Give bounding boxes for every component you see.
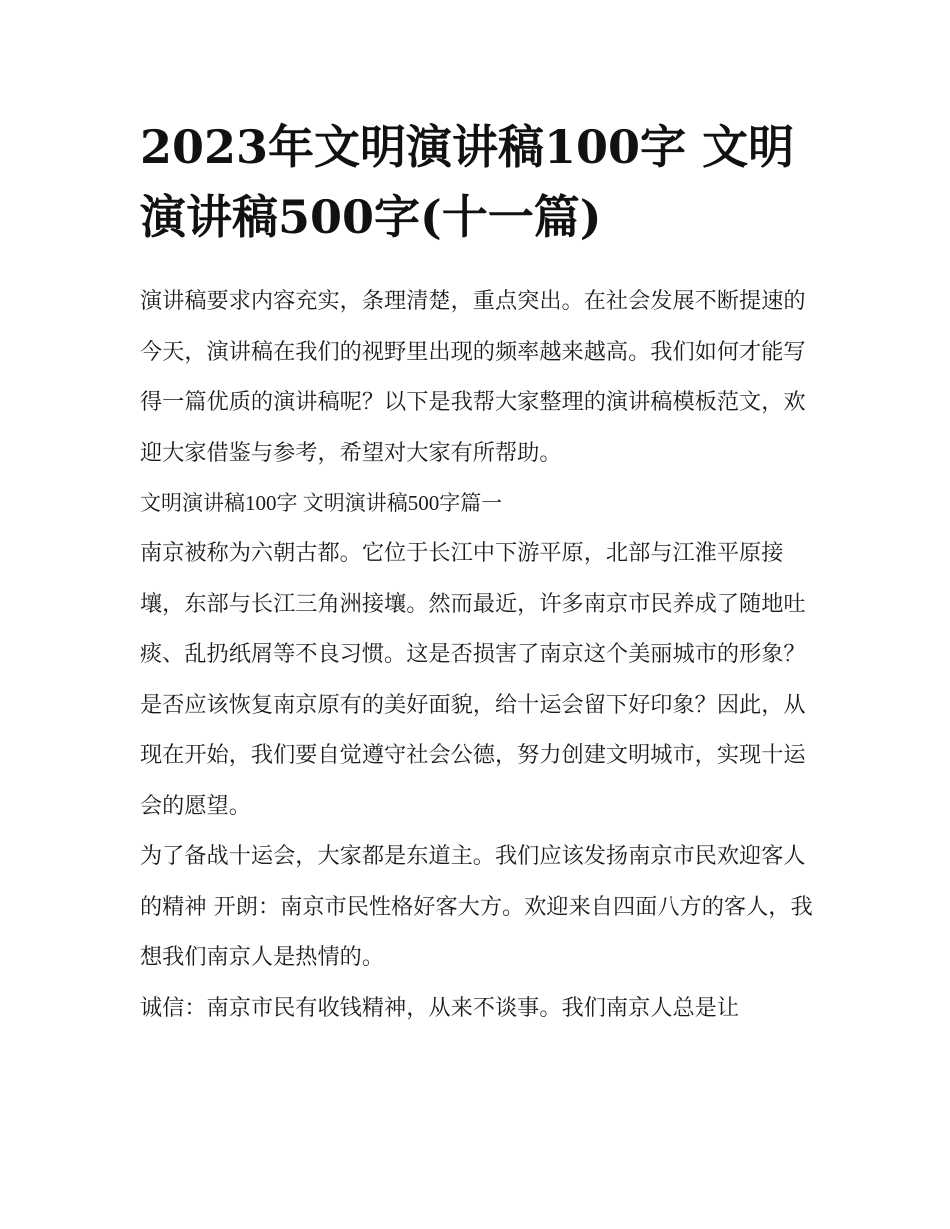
section-heading: 文明演讲稿100字 文明演讲稿500字篇一 (140, 491, 503, 515)
body-paragraph-3: 诚信：南京市民有收钱精神，从来不谈事。我们南京人总是让 (140, 994, 740, 1021)
document-title: 2023年文明演讲稿100字 文明演讲稿500字(十一篇) (140, 120, 795, 244)
document-content (140, 112, 816, 1033)
body-paragraph-1: 南京被称为六朝古都。它位于长江中下游平原，北部与江淮平原接壤，东部与长江三角洲接壤。然而最近，许多南京市民养成了随地吐痰、乱扔纸屑等不良习惯。这是否损害了南京这个美丽城市的形象？是否应该恢复南京原有的美好面貌，给十运会留下好印象？因此，从现在开始，我们要自觉遵守社会公德，努力创建文明城市，实现十运会的愿望。 (140, 540, 806, 819)
intro-paragraph: 演讲稿要求内容充实，条理清楚，重点突出。在社会发展不断提速的今天，演讲稿在我们的视野里出现的频率越来越高。我们如何才能写得一篇优质的演讲稿呢？以下是我帮大家整理的演讲稿模板范文，欢迎大家借鉴与参考，希望对大家有所帮助。 (140, 288, 806, 466)
body-paragraph-2: 为了备战十运会，大家都是东道主。我们应该发扬南京市民欢迎客人的精神 开朗：南京市民性格好客大方。欢迎来自四面八方的客人，我想我们南京人是热情的。 (140, 843, 813, 970)
